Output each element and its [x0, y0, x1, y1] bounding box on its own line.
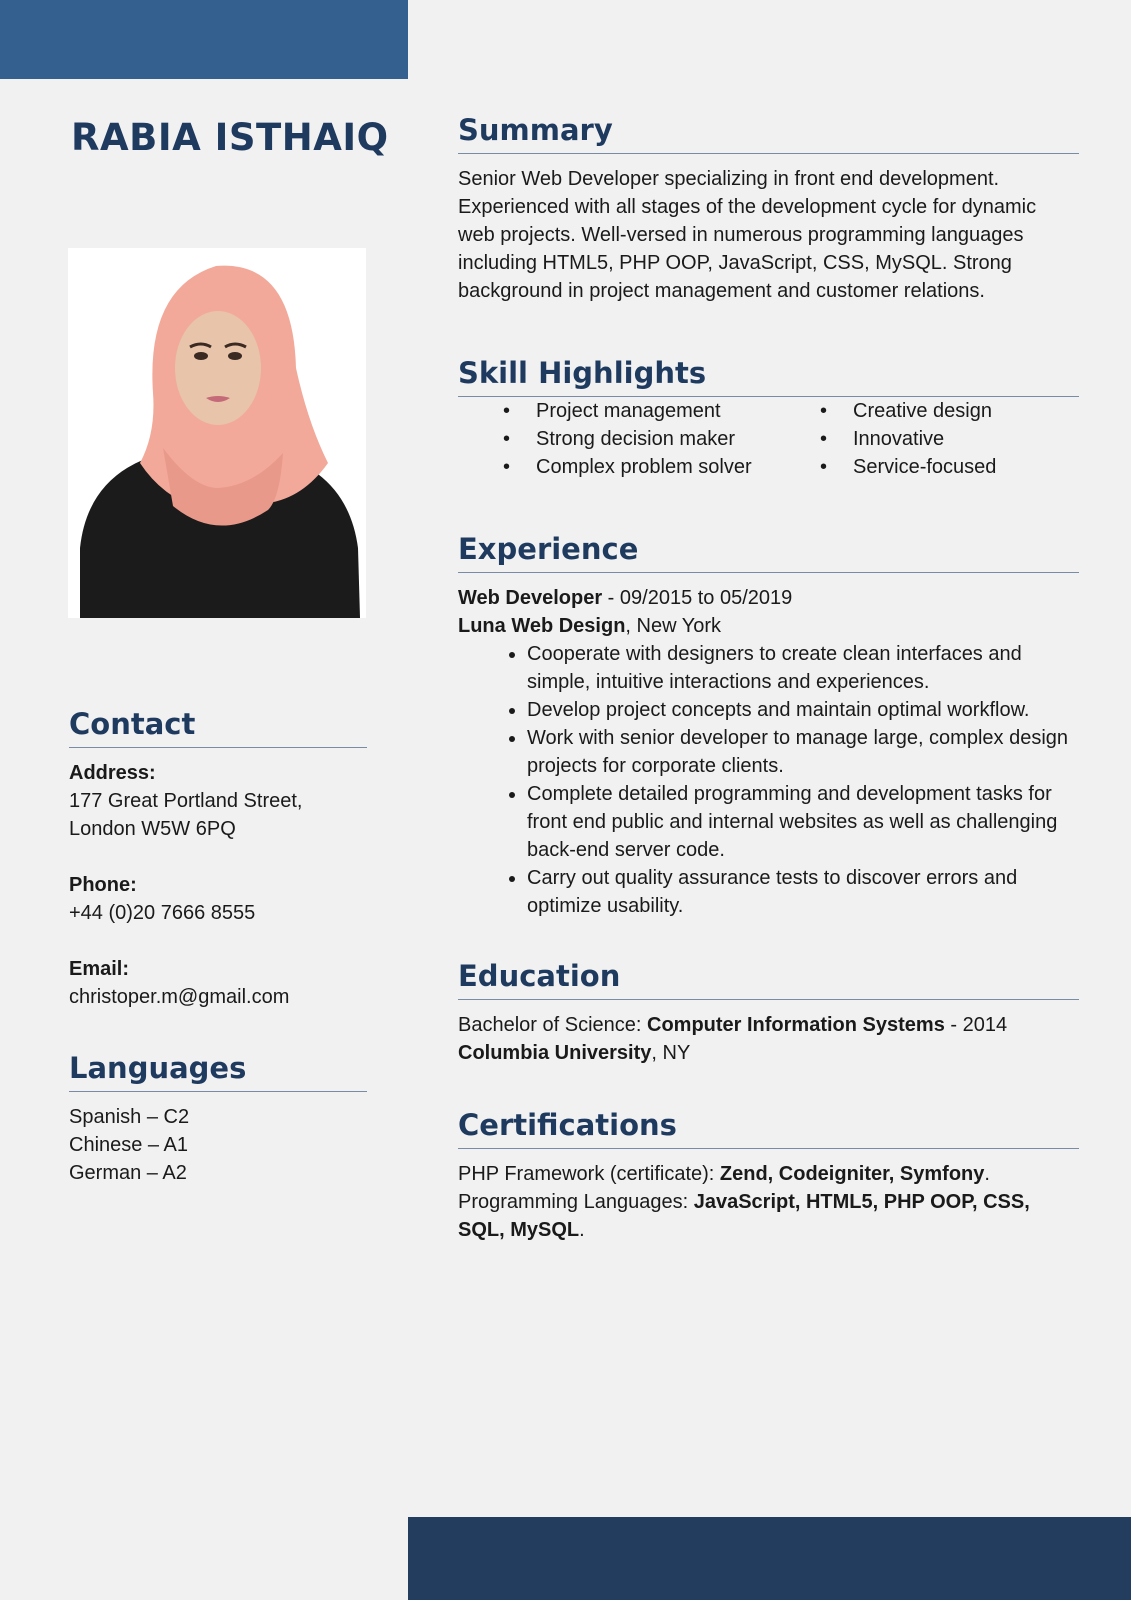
job-title-line [458, 584, 1079, 612]
skills-heading: Skill Highlights [458, 357, 1079, 397]
languages-section [69, 1052, 367, 1187]
degree-line [458, 1011, 1079, 1039]
skill-item: • Creative design [820, 397, 1080, 425]
email-value: christoper.m@gmail.com [69, 986, 290, 1009]
summary-text: Senior Web Developer specializing in front end development. Experienced with all stages of the development cycle for dynamic web projects. Well-versed in numerous programming languages including HTML5, PHP OOP, JavaScript, CSS, MySQL. Strong background in project management and customer relations. [458, 168, 1037, 303]
experience-bullet: • Complete detailed programming and development tasks for front end public and internal websites as well as challenging back-end server code. [527, 780, 1079, 864]
cert-line-2-bold: JavaScript, HTML5, PHP OOP, CSS, SQL, MySQL [458, 1191, 1030, 1242]
job-role: Web Developer [458, 587, 603, 610]
job-dates: - 09/2015 to 05/2019 [602, 587, 793, 610]
experience-section [458, 533, 1079, 920]
certifications-heading: Certifications [458, 1109, 1079, 1149]
skill-item: • Innovative [820, 425, 1080, 453]
language-item: Spanish – C2 [69, 1106, 190, 1129]
profile-photo [68, 248, 366, 618]
experience-bullets [458, 640, 1079, 920]
skill-item: • Service-focused [820, 453, 1080, 481]
skill-item: • Project management [503, 397, 820, 425]
phone-label: Phone: [69, 874, 137, 897]
cert-line-2-suffix: . [579, 1219, 585, 1242]
languages-heading: Languages [69, 1052, 367, 1092]
degree-name: Computer Information Systems [647, 1014, 945, 1037]
experience-bullet: • Develop project concepts and maintain optimal workflow. [527, 696, 1079, 724]
skill-item: • Strong decision maker [503, 425, 820, 453]
cert-line-1 [458, 1160, 1079, 1188]
bottom-accent-bar [408, 1517, 1131, 1600]
cert-line-1-prefix: PHP Framework (certificate): [458, 1163, 720, 1186]
cert-line-2-prefix: Programming Languages: [458, 1191, 694, 1214]
address-line-1: 177 Great Portland Street, [69, 790, 303, 813]
cert-line-2 [458, 1188, 1079, 1244]
address-label: Address: [69, 762, 156, 785]
language-item: German – A2 [69, 1162, 187, 1185]
education-heading: Education [458, 960, 1079, 1000]
phone-value: +44 (0)20 7666 8555 [69, 902, 256, 925]
candidate-name: RABIA ISTHAIQ [71, 116, 389, 159]
address-line-2: London W5W 6PQ [69, 818, 236, 841]
experience-bullet: • Cooperate with designers to create clean interfaces and simple, intuitive interactions and experiences. [527, 640, 1079, 696]
cert-line-1-bold: Zend, Codeigniter, Symfony [719, 1163, 985, 1186]
degree-prefix: Bachelor of Science: [458, 1014, 647, 1037]
experience-bullet: • Carry out quality assurance tests to discover errors and optimize usability. [527, 864, 1079, 920]
degree-year: - 2014 [944, 1014, 1008, 1037]
summary-section [458, 114, 1079, 305]
school-name: Columbia University [458, 1042, 652, 1065]
contact-section [69, 708, 367, 1011]
skills-list [458, 397, 1079, 481]
contact-heading: Contact [69, 708, 367, 748]
company-location: , New York [625, 615, 722, 638]
school-location: , NY [651, 1042, 691, 1065]
company-line [458, 612, 1079, 640]
skill-item: • Complex problem solver [503, 453, 820, 481]
skills-section [458, 357, 1079, 481]
summary-heading: Summary [458, 114, 1079, 154]
school-line [458, 1039, 1079, 1067]
email-label: Email: [69, 958, 130, 981]
certifications-section [458, 1109, 1079, 1244]
cert-line-1-suffix: . [984, 1163, 990, 1186]
education-section [458, 960, 1079, 1067]
top-accent-bar [0, 0, 408, 79]
experience-bullet: • Work with senior developer to manage large, complex design projects for corporate clients. [527, 724, 1079, 780]
company-name: Luna Web Design [458, 615, 626, 638]
language-item: Chinese – A1 [69, 1134, 188, 1157]
experience-heading: Experience [458, 533, 1079, 573]
